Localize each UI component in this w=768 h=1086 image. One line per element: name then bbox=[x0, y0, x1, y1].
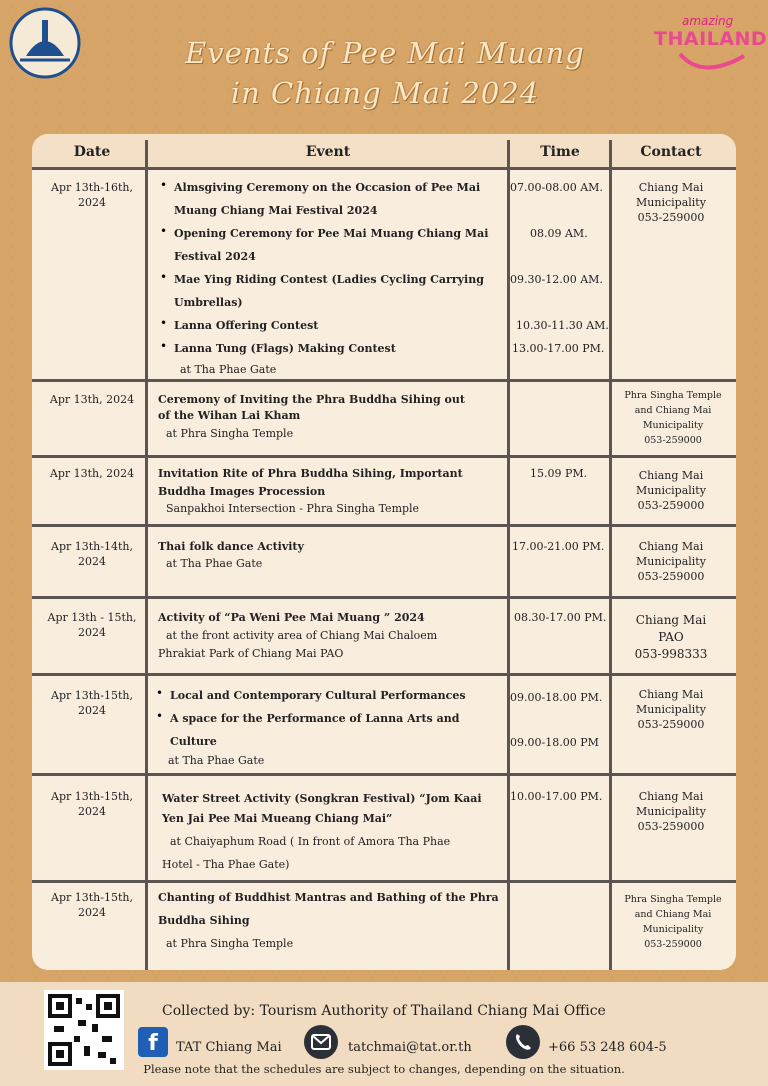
contact-line: PAO bbox=[658, 630, 684, 644]
phone-icon[interactable] bbox=[505, 1024, 541, 1060]
contact-line: 053-259000 bbox=[637, 211, 705, 224]
event-line: Chanting of Buddhist Mantras and Bathing of the Phra bbox=[158, 891, 499, 904]
event-line: Yen Jai Pee Mai Mueang Chiang Mai” bbox=[162, 812, 393, 825]
date-line: 2024 bbox=[78, 196, 106, 209]
phone-number[interactable]: +66 53 248 604-5 bbox=[548, 1040, 667, 1055]
event-line: of the Wihan Lai Kham bbox=[158, 409, 301, 422]
bullet-icon: • bbox=[160, 224, 168, 238]
contact-line: 053-259000 bbox=[637, 718, 705, 731]
time-value: 17.00-21.00 PM. bbox=[512, 540, 605, 553]
time-value: 08.09 AM. bbox=[530, 227, 588, 240]
contact-line: Chiang Mai bbox=[638, 688, 704, 701]
contact bbox=[612, 789, 730, 834]
table-row-4-date bbox=[38, 539, 146, 569]
email-link[interactable]: tatchmai@tat.or.th bbox=[348, 1040, 472, 1055]
table-row-2-date: Apr 13th, 2024 bbox=[49, 393, 135, 406]
event-line: Local and Contemporary Cultural Performances bbox=[170, 689, 466, 702]
bullet-icon: • bbox=[160, 339, 168, 353]
divider bbox=[32, 673, 736, 676]
contact-line: Chiang Mai bbox=[638, 540, 704, 553]
event-line: Mae Ying Riding Contest (Ladies Cycling Carrying bbox=[174, 273, 484, 286]
bullet-icon: • bbox=[156, 686, 164, 700]
divider bbox=[32, 596, 736, 599]
table-row-5-date bbox=[38, 610, 146, 640]
event-place: at Tha Phae Gate bbox=[180, 363, 277, 376]
collected-by: Collected by: Tourism Authority of Thailand Chiang Mai Office bbox=[162, 1003, 606, 1019]
event-place: Hotel - Tha Phae Gate) bbox=[162, 858, 290, 871]
event-line: Water Street Activity (Songkran Festival) “Jom Kaai bbox=[162, 792, 482, 805]
contact-line: and Chiang Mai bbox=[634, 909, 712, 920]
contact-line: and Chiang Mai bbox=[634, 405, 712, 416]
time-value: 15.09 PM. bbox=[530, 467, 588, 480]
bullet-icon: • bbox=[160, 270, 168, 284]
email-icon[interactable] bbox=[303, 1024, 339, 1060]
event-line: Buddha Sihing bbox=[158, 914, 250, 927]
contact-line: Chiang Mai bbox=[635, 613, 707, 627]
bullet-icon: • bbox=[156, 709, 164, 723]
table-row-3-date: Apr 13th, 2024 bbox=[49, 467, 135, 480]
contact-line: Phra Singha Temple bbox=[624, 894, 722, 905]
table-row-1-date bbox=[38, 180, 146, 210]
event-line: Lanna Offering Contest bbox=[174, 319, 319, 332]
event-line: Lanna Tung (Flags) Making Contest bbox=[174, 342, 396, 355]
date-line: 2024 bbox=[78, 704, 106, 717]
contact bbox=[612, 388, 734, 448]
event-line: Almsgiving Ceremony on the Occasion of Pee Mai bbox=[174, 181, 481, 194]
time-value: 10.00-17.00 PM. bbox=[510, 790, 603, 803]
event-place: at Chaiyaphum Road ( In front of Amora Tha Phae bbox=[170, 835, 451, 848]
divider bbox=[32, 880, 736, 883]
time-value: 09.00-18.00 PM bbox=[510, 736, 599, 749]
contact-line: Municipality bbox=[642, 420, 704, 431]
contact bbox=[612, 468, 730, 513]
tat-logo bbox=[8, 6, 82, 80]
date-line: 2024 bbox=[78, 906, 106, 919]
contact-line: Municipality bbox=[636, 805, 706, 818]
date-line: Apr 13th-15th, bbox=[51, 689, 133, 702]
event-line: Muang Chiang Mai Festival 2024 bbox=[174, 204, 378, 217]
events-table bbox=[32, 134, 736, 970]
time-value: 09.00-18.00 PM. bbox=[510, 691, 603, 704]
event-line: Buddha Images Procession bbox=[158, 485, 326, 498]
contact bbox=[612, 539, 730, 584]
time-value: 09.30-12.00 AM. bbox=[510, 273, 603, 286]
event-line: Invitation Rite of Phra Buddha Sihing, Important bbox=[158, 467, 463, 480]
time-value: 13.00-17.00 PM. bbox=[512, 342, 605, 355]
event-place: at the front activity area of Chiang Mai Chaloem bbox=[166, 629, 438, 642]
disclaimer-note: Please note that the schedules are subject to changes, depending on the situation. bbox=[143, 1062, 625, 1076]
amazing-label: amazing bbox=[682, 14, 734, 28]
event-place: at Tha Phae Gate bbox=[168, 754, 265, 767]
contact-line: Municipality bbox=[636, 196, 706, 209]
divider bbox=[32, 379, 736, 382]
date-line: Apr 13th-14th, bbox=[51, 540, 133, 553]
contact-line: Chiang Mai bbox=[638, 469, 704, 482]
contact bbox=[612, 180, 730, 225]
date-line: 2024 bbox=[78, 626, 106, 639]
column-header-time: Time bbox=[540, 144, 580, 160]
contact bbox=[612, 892, 734, 952]
date-line: Apr 13th - 15th, bbox=[47, 611, 137, 624]
event-line: Ceremony of Inviting the Phra Buddha Sihing out bbox=[158, 393, 465, 406]
table-row-6-date bbox=[38, 688, 146, 718]
time-value: 10.30-11.30 AM. bbox=[516, 319, 609, 332]
contact-line: Chiang Mai bbox=[638, 181, 704, 194]
contact-line: Municipality bbox=[636, 703, 706, 716]
date-line: Apr 13th-15th, bbox=[51, 891, 133, 904]
contact-line: 053-259000 bbox=[637, 499, 705, 512]
column-header-date: Date bbox=[73, 144, 111, 160]
page-title-line1: Events of Pee Mai Muang bbox=[185, 36, 585, 70]
thailand-label: THAILAND bbox=[654, 28, 768, 50]
contact-line: 053-259000 bbox=[644, 939, 702, 950]
divider bbox=[32, 524, 736, 527]
event-place: at Phra Singha Temple bbox=[166, 427, 294, 440]
event-line: Thai folk dance Activity bbox=[158, 540, 304, 553]
event-place: at Phra Singha Temple bbox=[166, 937, 294, 950]
event-place: at Tha Phae Gate bbox=[166, 557, 263, 570]
event-place: Phrakiat Park of Chiang Mai PAO bbox=[158, 647, 344, 660]
time-value: 08.30-17.00 PM. bbox=[514, 611, 607, 624]
event-line: A space for the Performance of Lanna Arts and bbox=[170, 712, 460, 725]
column-header-contact: Contact bbox=[640, 144, 702, 160]
event-line: Activity of “Pa Weni Pee Mai Muang ” 2024 bbox=[158, 611, 425, 624]
event-line: Umbrellas) bbox=[174, 296, 243, 309]
event-line: Opening Ceremony for Pee Mai Muang Chiang Mai bbox=[174, 227, 489, 240]
contact-line: 053-259000 bbox=[637, 570, 705, 583]
contact bbox=[612, 612, 730, 663]
contact-line: Phra Singha Temple bbox=[624, 390, 722, 401]
contact-line: Chiang Mai bbox=[638, 790, 704, 803]
date-line: Apr 13th-16th, bbox=[51, 181, 133, 194]
page-title-line2: in Chiang Mai 2024 bbox=[230, 76, 540, 110]
table-row-8-date bbox=[38, 890, 146, 920]
bullet-icon: • bbox=[160, 178, 168, 192]
contact bbox=[612, 687, 730, 732]
table-row-7-date bbox=[38, 789, 146, 819]
date-line: 2024 bbox=[78, 555, 106, 568]
date-line: Apr 13th-15th, bbox=[51, 790, 133, 803]
divider bbox=[32, 773, 736, 776]
event-line: Culture bbox=[170, 735, 217, 748]
contact-line: Municipality bbox=[642, 924, 704, 935]
amazing-thailand-swoosh-icon bbox=[672, 50, 752, 78]
date-line: 2024 bbox=[78, 805, 106, 818]
column-header-event: Event bbox=[305, 144, 351, 160]
contact-line: 053-259000 bbox=[644, 435, 702, 446]
divider bbox=[32, 167, 736, 170]
contact-line: 053-259000 bbox=[637, 820, 705, 833]
time-value: 07.00-08.00 AM. bbox=[510, 181, 603, 194]
divider bbox=[32, 455, 736, 458]
bullet-icon: • bbox=[160, 316, 168, 330]
facebook-icon[interactable]: f bbox=[138, 1027, 168, 1057]
event-place: Sanpakhoi Intersection - Phra Singha Temple bbox=[166, 502, 420, 515]
event-line: Festival 2024 bbox=[174, 250, 256, 263]
contact-line: Municipality bbox=[636, 484, 706, 497]
qr-code-icon[interactable] bbox=[44, 990, 124, 1070]
contact-line: 053-998333 bbox=[634, 647, 708, 661]
contact-line: Municipality bbox=[636, 555, 706, 568]
facebook-link[interactable]: TAT Chiang Mai bbox=[176, 1040, 282, 1055]
divider bbox=[507, 140, 510, 970]
